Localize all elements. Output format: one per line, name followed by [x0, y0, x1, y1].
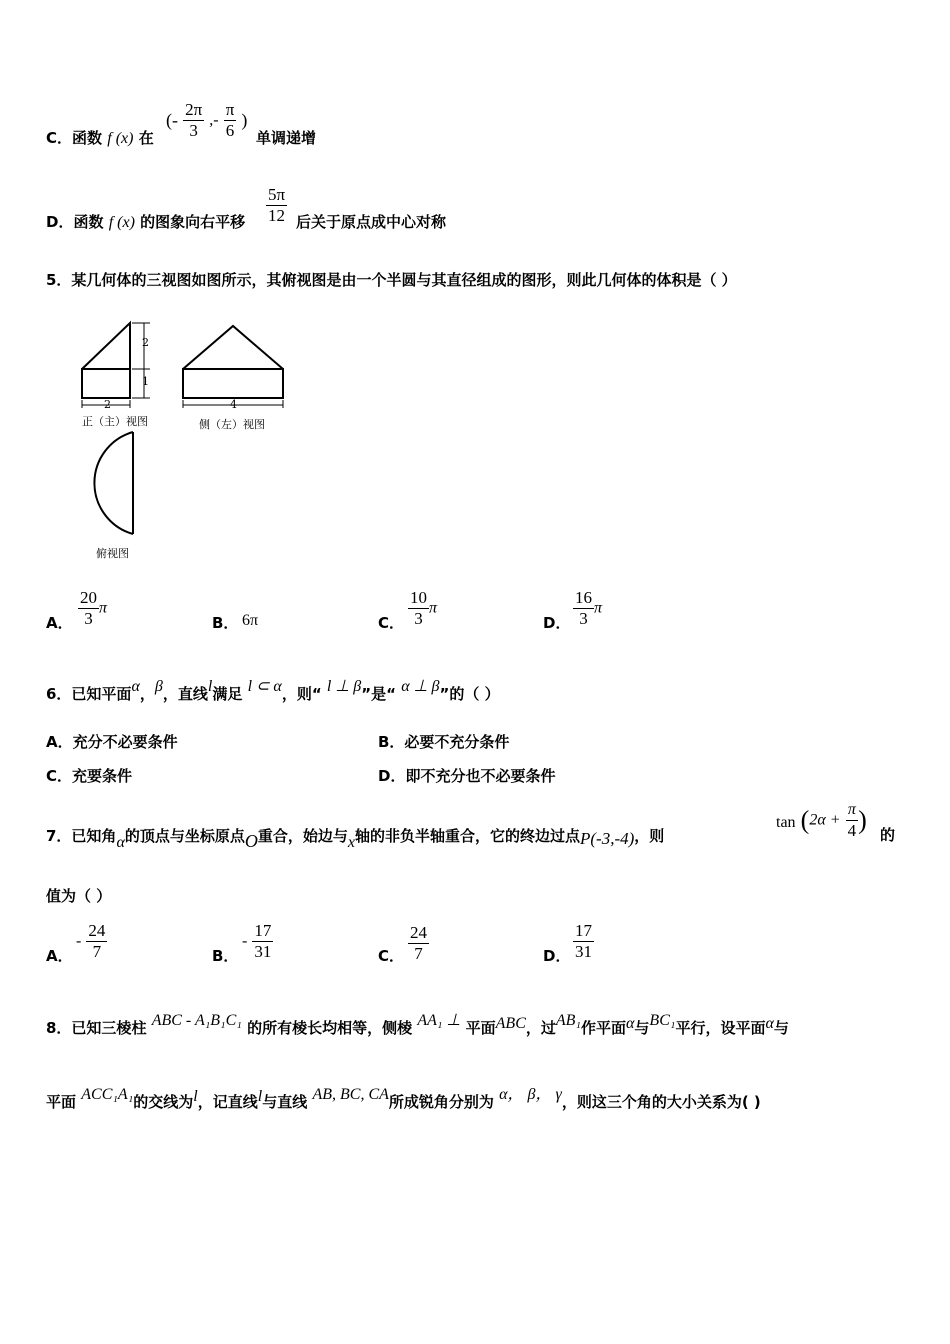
sign: -	[242, 932, 248, 950]
denominator: 6	[225, 121, 235, 140]
numerator: 24	[410, 923, 427, 942]
fraction	[252, 921, 273, 962]
q6-option-a[interactable]: A．充分不必要条件	[46, 733, 178, 751]
interval-expression	[166, 100, 247, 141]
text: 与直线	[262, 1093, 308, 1111]
side-view-roof	[183, 326, 283, 369]
shift-fraction	[266, 185, 287, 226]
q5-option-a-value	[78, 588, 107, 629]
pi-symbol: π	[429, 599, 438, 617]
text: ，则	[634, 827, 665, 845]
top-view-label: 俯视图	[96, 547, 129, 560]
denominator: 4	[847, 821, 857, 840]
math-plane: ABC	[495, 1015, 526, 1032]
numerator: 16	[575, 588, 592, 607]
front-view-shape	[82, 323, 130, 398]
text: 平行，设平面	[675, 1019, 766, 1037]
text: 的顶点与坐标原点	[124, 827, 245, 845]
math-alpha: α	[626, 1015, 635, 1032]
paren: )	[241, 110, 248, 130]
text: 作平面	[580, 1019, 626, 1037]
math-proposition-q: α ⊥ β	[401, 678, 440, 695]
numerator: π	[846, 800, 859, 821]
fraction	[573, 921, 594, 962]
math-line: AB₁	[555, 1012, 581, 1029]
tan-function: tan	[776, 814, 796, 831]
text: 的图象向右平移	[140, 213, 246, 231]
q7-option-d-label[interactable]: D．	[543, 947, 571, 965]
q7-option-b-value	[242, 921, 273, 962]
q5-option-b-label[interactable]: B．	[212, 614, 239, 632]
paren: (-	[166, 110, 178, 130]
denominator: 3	[84, 609, 93, 628]
math-l: l	[257, 1088, 263, 1105]
option-d-line	[46, 212, 245, 233]
denominator: 3	[579, 609, 588, 628]
text: 平面	[465, 1019, 496, 1037]
q7-option-c-label[interactable]: C．	[378, 947, 405, 965]
q5-option-c-value	[408, 588, 437, 629]
question-7-line2: 值为（ ）	[46, 887, 112, 905]
math-beta: β	[154, 678, 163, 695]
denominator: 3	[414, 609, 423, 628]
text: ，记直线	[197, 1093, 258, 1111]
q5-option-d-value	[573, 588, 602, 629]
pi-symbol: π	[594, 599, 603, 617]
question-6	[46, 678, 500, 705]
q7-option-d-value	[573, 921, 594, 962]
math-l: l	[193, 1088, 198, 1105]
q5-option-b-value: 6π	[242, 612, 259, 629]
text: ”的（ ）	[439, 685, 500, 703]
math-fx: f (x)	[108, 214, 135, 231]
fraction	[183, 100, 204, 141]
text: 与	[634, 1019, 650, 1037]
text: ，过	[525, 1019, 556, 1037]
q6-option-c[interactable]: C．充要条件	[46, 767, 133, 785]
side-view-label: 侧（左）视图	[199, 418, 265, 431]
text: 所成锐角分别为	[388, 1093, 494, 1111]
math-lines: AB, BC, CA	[312, 1086, 389, 1103]
question-5: 5．某几何体的三视图如图所示，其俯视图是由一个半圆与其直径组成的图形，则此几何体的体积是（ ）	[46, 271, 737, 289]
q6-option-b[interactable]: B．必要不充分条件	[378, 733, 510, 751]
numerator: 17	[575, 921, 592, 940]
q7-option-a-label[interactable]: A．	[46, 947, 73, 965]
math-alpha: α	[131, 678, 140, 695]
math-angles: α， β， γ	[499, 1086, 562, 1103]
math-proposition-p: l ⊥ β	[326, 678, 362, 695]
text: ，直线	[162, 685, 208, 703]
pi-symbol: π	[99, 599, 108, 617]
sign: -	[76, 932, 82, 950]
fraction	[573, 588, 594, 629]
denominator: 7	[414, 944, 423, 963]
text: 的所有棱长均相等，侧棱	[247, 1019, 413, 1037]
text: 与	[773, 1019, 789, 1037]
text: 满足	[212, 685, 243, 703]
math-line: BC₁	[649, 1012, 676, 1029]
math-point-p: P(-3,-4)	[580, 829, 635, 848]
option-label: C．函数	[46, 129, 103, 147]
denominator: 3	[189, 121, 198, 140]
option-label: D．函数	[46, 213, 104, 231]
text: 轴的非负半轴重合，它的终边过点	[354, 827, 580, 845]
text: ，	[139, 685, 155, 703]
fraction	[408, 923, 429, 964]
text: 的交线为	[133, 1093, 194, 1111]
math-expression: 2α +	[809, 811, 841, 829]
numerator: 17	[254, 921, 272, 940]
text: 6．已知平面	[46, 685, 132, 703]
denominator: 12	[268, 206, 286, 225]
math-condition: l ⊂ α	[247, 678, 282, 695]
text: 7．已知角	[46, 827, 117, 845]
math-alpha: α	[765, 1015, 774, 1032]
fraction	[224, 100, 237, 141]
q5-option-d-label[interactable]: D．	[543, 614, 571, 632]
paren-close: )	[858, 805, 867, 835]
option-d-tail: 后关于原点成中心对称	[296, 213, 447, 231]
fraction	[266, 185, 287, 226]
numerator: 24	[88, 921, 106, 940]
question-8-line1	[46, 1012, 789, 1039]
fraction	[78, 588, 99, 629]
dim-label: 2	[142, 336, 149, 349]
q7-option-b-label[interactable]: B．	[212, 947, 239, 965]
math-l: l	[207, 678, 213, 695]
front-view-label: 正（主）视图	[82, 415, 148, 428]
dim-label: 1	[142, 375, 149, 388]
q5-option-c-label[interactable]: C．	[378, 614, 405, 632]
math-fx: f (x)	[107, 130, 134, 147]
math-plane: ACC₁A₁	[81, 1086, 134, 1103]
text: ，则“	[281, 685, 322, 703]
top-view-arc	[94, 432, 133, 534]
question-7-tail: 的	[880, 826, 896, 844]
math-alpha: α	[116, 834, 125, 851]
option-c-line	[46, 128, 154, 149]
math-origin: O	[244, 831, 258, 851]
denominator: 31	[254, 942, 272, 961]
q7-option-a-value	[76, 921, 107, 962]
question-7	[46, 825, 665, 851]
option-c-tail: 单调递增	[256, 129, 317, 147]
text: 8．已知三棱柱	[46, 1019, 147, 1037]
text: ”是“	[361, 685, 396, 703]
side-view-base	[183, 369, 283, 398]
three-view-figure	[70, 316, 300, 566]
denominator: 7	[92, 942, 102, 961]
q7-option-c-value	[408, 923, 429, 964]
tan-expression	[776, 800, 867, 841]
paren-open: (	[800, 805, 810, 835]
math-x: x	[347, 834, 355, 851]
numerator: 20	[80, 588, 97, 607]
dim-label: 4	[230, 398, 237, 411]
text: 重合，始边与	[257, 827, 348, 845]
numerator: 2π	[185, 100, 203, 119]
fraction	[86, 921, 107, 962]
fraction	[846, 800, 859, 841]
numerator: 5π	[268, 185, 286, 204]
denominator: 31	[575, 942, 592, 961]
math-prism: ABC - A₁B₁C₁	[151, 1012, 242, 1029]
q6-option-d[interactable]: D．即不充分也不必要条件	[378, 767, 556, 785]
dim-label: 2	[104, 398, 111, 411]
text: ，则这三个角的大小关系为( )	[561, 1093, 761, 1111]
numerator: π	[225, 100, 235, 119]
numerator: 10	[410, 588, 427, 607]
separator: ,-	[209, 111, 219, 129]
q5-option-a-label[interactable]: A．	[46, 614, 73, 632]
fraction	[408, 588, 429, 629]
text: 平面	[46, 1093, 77, 1111]
text: 在	[138, 129, 154, 147]
question-8-line2	[46, 1086, 761, 1113]
math-edge: AA₁ ⊥	[417, 1012, 461, 1029]
